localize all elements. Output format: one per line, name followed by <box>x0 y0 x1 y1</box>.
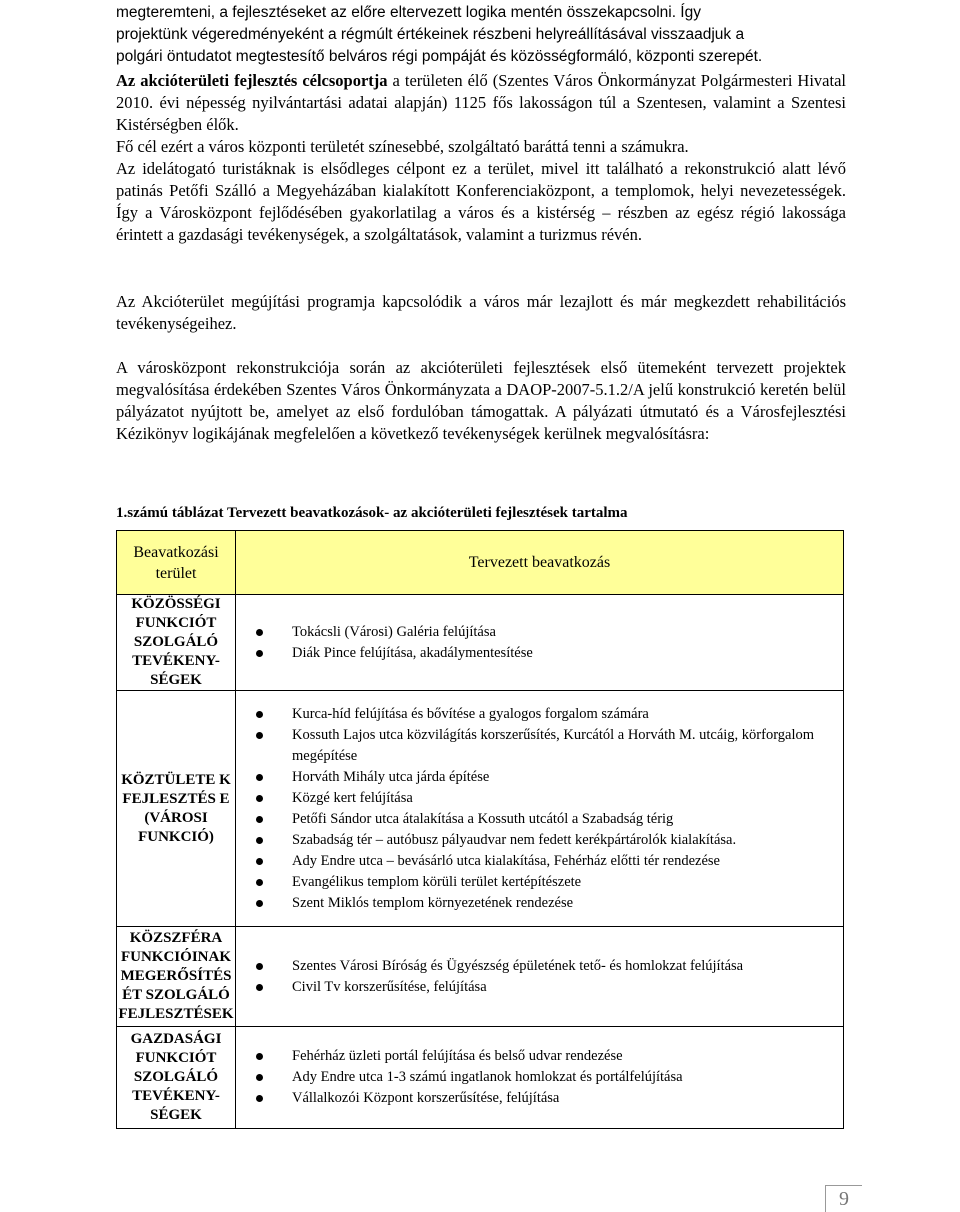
list-item <box>256 1067 843 1088</box>
item-text: Evangélikus templom körüli terület kertépítészete <box>292 873 582 890</box>
bullet-icon <box>256 837 263 844</box>
actions-public-space <box>236 691 844 927</box>
bullet-icon <box>256 1053 263 1060</box>
table-caption: 1.számú táblázat Tervezett beavatkozások- az akcióterületi fejlesztések tartalma <box>116 505 628 521</box>
actions-public-sector <box>236 927 844 1027</box>
bullet-icon <box>256 711 263 718</box>
bullet-icon <box>256 629 263 636</box>
list-item <box>256 622 843 643</box>
item-text: Civil Tv korszerűsítése, felújítása <box>292 978 487 995</box>
list-item <box>256 704 843 725</box>
item-text: Kurca-híd felújítása és bővítése a gyalogos forgalom számára <box>292 705 649 722</box>
bullet-icon <box>256 650 263 657</box>
item-text: Tokácsli (Városi) Galéria felújítása <box>292 623 496 640</box>
item-text: Horváth Mihály utca járda építése <box>292 768 490 785</box>
area-community: KÖZÖSSÉGI FUNKCIÓT SZOLGÁLÓ TEVÉKENY-SÉGEK <box>117 595 236 691</box>
program-paragraph: Az Akcióterület megújítási programja kapcsolódik a város már lezajlott és már megkezdett rehabilitációs tevékenységeihez. <box>116 292 846 333</box>
item-text: Fehérház üzleti portál felújítása és belső udvar rendezése <box>292 1048 623 1064</box>
table-row <box>117 691 844 927</box>
list-item <box>256 956 843 977</box>
list-item <box>256 643 843 664</box>
intro-line-3: polgári öntudatot megtestesítő belváros régi pompáját és közösségformáló, központi szerepét. <box>116 48 763 65</box>
item-text: Ady Endre utca 1-3 számú ingatlanok homlokzat és portálfelújítása <box>292 1069 683 1085</box>
tourism-paragraph: Az idelátogató turistáknak is elsődleges célpont ez a terület, mivel itt található a rekonstrukció alatt lévő patinás Petőfi Szálló a Megyeházában kialakított Konferenciaközpont, a templomok, helyi nevezetességek. Így a Városközpont fejlődésében gyakorlatilag a város és a kistérség – részben az egész régió lakossága érintett a gazdasági tevékenységek, a szolgáltatások, valamint a turizmus révén. <box>116 159 846 244</box>
intro-line-1: megteremteni, a fejlesztéseket az előre eltervezett logika mentén összekapcsolni. Így <box>116 4 701 21</box>
list-item <box>256 1088 843 1109</box>
intro-sans-block <box>116 2 846 68</box>
header-actions: Tervezett beavatkozás <box>236 531 844 595</box>
table-header-row <box>117 531 844 595</box>
actions-community <box>236 595 844 691</box>
list-item <box>256 977 843 998</box>
item-text: Diák Pince felújítása, akadálymentesítése <box>292 644 533 661</box>
item-text: Petőfi Sándor utca átalakítása a Kossuth utcától a Szabadság térig <box>292 810 674 827</box>
area-public-sector: KÖZSZFÉRA FUNKCIÓINAK MEGERŐSÍTÉS ÉT SZOLGÁLÓ FEJLESZTÉSEK <box>117 927 236 1027</box>
item-text: Vállalkozói Központ korszerűsítése, felújítása <box>292 1090 560 1106</box>
target-group-text: a területen élő (Szentes Város Önkormányzat Polgármesteri Hivatal 2010. évi népesség nyilvántartási adatai alapján) 1125 fős lakosságon túl a Szentesen, valamint a Szentesi Kistérségben élők. <box>116 71 846 134</box>
list-item <box>256 725 843 767</box>
table-row <box>117 1027 844 1129</box>
area-public-space: KÖZTÜLETE K FEJLESZTÉS E (VÁROSI FUNKCIÓ) <box>117 691 236 927</box>
table-row <box>117 595 844 691</box>
list-item <box>256 893 843 914</box>
bullet-icon <box>256 879 263 886</box>
item-text: Ady Endre utca – bevásárló utca kialakítása, Fehérház előtti tér rendezése <box>292 852 720 869</box>
target-group-label: Az akcióterületi fejlesztés célcsoportja <box>116 71 388 90</box>
interventions-table <box>116 530 844 1129</box>
bullet-icon <box>256 963 263 970</box>
bullet-icon <box>256 1074 263 1081</box>
bullet-icon <box>256 1095 263 1102</box>
actions-economic <box>236 1027 844 1129</box>
bullet-icon <box>256 900 263 907</box>
bullet-icon <box>256 732 263 739</box>
list-item <box>256 872 843 893</box>
area-economic: GAZDASÁGI FUNKCIÓT SZOLGÁLÓ TEVÉKENY-SÉGEK <box>117 1027 236 1129</box>
bullet-icon <box>256 795 263 802</box>
table-row <box>117 927 844 1027</box>
item-text: Szent Miklós templom környezetének rendezése <box>292 894 574 911</box>
bullet-icon <box>256 774 263 781</box>
bullet-icon <box>256 984 263 991</box>
header-area: Beavatkozási terület <box>117 531 236 595</box>
list-item <box>256 788 843 809</box>
item-text: Szentes Városi Bíróság és Ügyészség épületének tető- és homlokzat felújítása <box>292 957 744 974</box>
list-item <box>256 1046 843 1067</box>
bullet-icon <box>256 858 263 865</box>
intro-line-2: projektünk végeredményeként a régmúlt értékeinek részbeni helyreállításával visszaadjuk a <box>116 26 745 43</box>
target-group-paragraph <box>116 70 846 136</box>
item-text: Közgé kert felújítása <box>292 789 413 806</box>
list-item <box>256 830 843 851</box>
list-item <box>256 851 843 872</box>
list-item <box>256 767 843 788</box>
reconstruction-paragraph: A városközpont rekonstrukciója során az akcióterületi fejlesztések első ütemeként tervezett projektek megvalósítása érdekében Szentes Város Önkormányzata a DAOP-2007-5.1.2/A jelű konstrukció keretén belül pályázatot nyújtott be, amelyet az első fordulóban támogattak. A pályázati útmutató és a Városfejlesztési Kézikönyv logikájának megfelelően a következő tevékenységek kerülnek megvalósításra: <box>116 358 846 443</box>
goal-sentence: Fő cél ezért a város központi területét színesebbé, szolgáltató baráttá tenni a számukra. <box>116 137 689 156</box>
bullet-icon <box>256 816 263 823</box>
page-number: 9 <box>825 1185 862 1212</box>
item-text: Szabadság tér – autóbusz pályaudvar nem fedett kerékpártárolók kialakítása. <box>292 831 737 848</box>
list-item <box>256 809 843 830</box>
item-text: Kossuth Lajos utca közvilágítás korszerűsítés, Kurcától a Horváth M. utcáig, körforgalom megépítése <box>292 726 815 764</box>
